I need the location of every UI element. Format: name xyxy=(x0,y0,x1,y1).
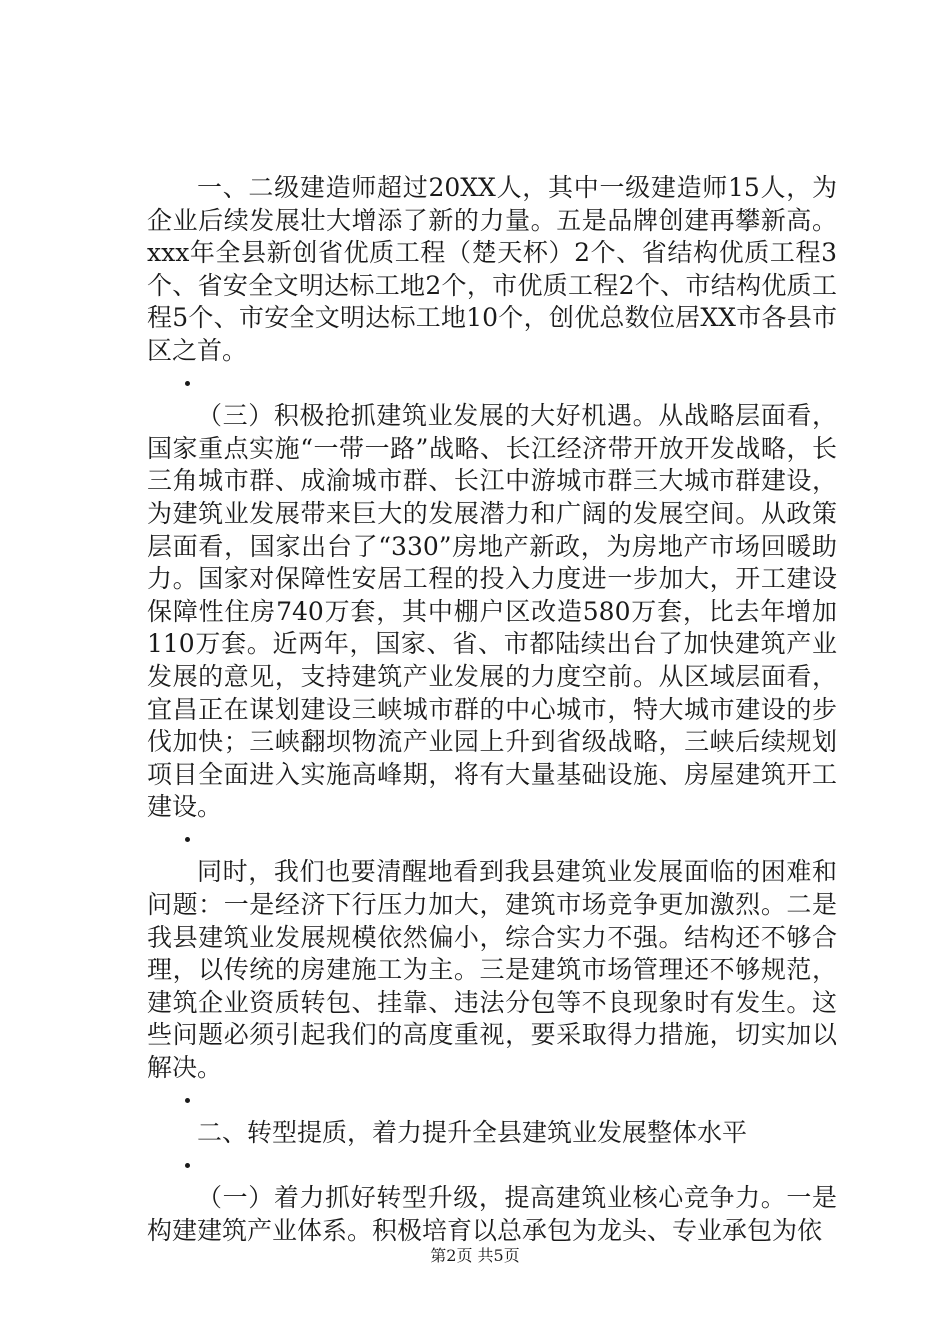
section-heading: 二、转型提质，着力提升全县建筑业发展整体水平 xyxy=(197,1118,748,1148)
bullet-icon xyxy=(185,1163,190,1168)
bullet-separator xyxy=(147,1150,837,1183)
paragraph-3: 同时，我们也要清醒地看到我县建筑业发展面临的困难和问题：一是经济下行压力加大，建筑市场竞争更加激烈。二是我县建筑业发展规模依然偏小，综合实力不强。结构还不够合理，以传统的房建施工为主。三是建筑市场管理还不够规范，建筑企业资质转包、挂靠、违法分包等不良现象时有发生。这些问题必须引起我们的高度重视，要采取得力措施，切实加以解决。 xyxy=(147,857,837,1083)
bullet-icon xyxy=(185,381,190,386)
paragraph-4: （一）着力抓好转型升级，提高建筑业核心竞争力。一是构建建筑产业体系。积极培育以总承包为龙头、专业承包为依 xyxy=(147,1183,837,1245)
bullet-separator xyxy=(147,824,837,857)
document-body xyxy=(147,172,837,1248)
page-footer: 第2页 共5页 xyxy=(430,1246,520,1265)
paragraph-2: （三）积极抢抓建筑业发展的大好机遇。从战略层面看，国家重点实施“一带一路”战略、长江经济带开放开发战略，长三角城市群、成渝城市群、长江中游城市群三大城市群建设，为建筑业发展带来巨大的发展潜力和广阔的发展空间。从政策层面看，国家出台了“330”房地产新政，为房地产市场回暖助力。国家对保障性安居工程的投入力度进一步加大，开工建设保障性住房740万套，其中棚户区改造580万套，比去年增加110万套。近两年，国家、省、市都陆续出台了加快建筑产业发展的意见，支持建筑产业发展的力度空前。从区域层面看，宜昌正在谋划建设三峡城市群的中心城市，特大城市建设的步伐加快；三峡翻坝物流产业园上升到省级战略，三峡后续规划项目全面进入实施高峰期，将有大量基础设施、房屋建筑开工建设。 xyxy=(147,401,837,822)
bullet-icon xyxy=(185,837,190,842)
bullet-separator xyxy=(147,368,837,401)
bullet-icon xyxy=(185,1098,190,1103)
bullet-separator xyxy=(147,1085,837,1118)
paragraph-1: 一、二级建造师超过20XX人，其中一级建造师15人，为企业后续发展壮大增添了新的力量。五是品牌创建再攀新高。xxx年全县新创省优质工程（楚天杯）2个、省结构优质工程3个、省安全文明达标工地2个，市优质工程2个、市结构优质工程5个、市安全文明达标工地10个，创优总数位居XX市各县市区之首。 xyxy=(147,173,837,365)
